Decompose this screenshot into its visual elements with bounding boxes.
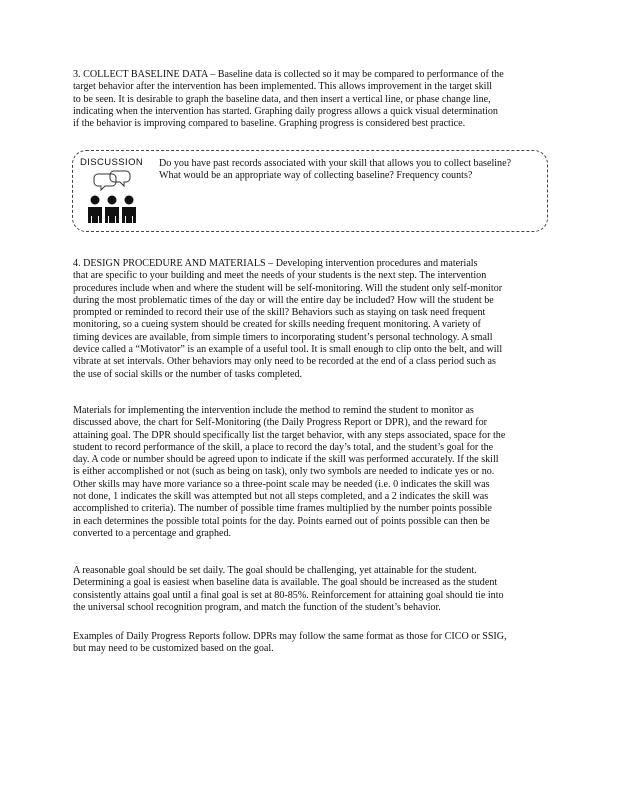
text-line: is either accomplished or not (such as being on task), only two symbols are needed to indicate yes or no.	[73, 466, 495, 478]
text-line: 4. DESIGN PROCEDURE AND MATERIALS – Developing intervention procedures and materials	[73, 258, 478, 269]
text-line: discussed above, the chart for Self-Monitoring (the Daily Progress Report or DPR), and the reward for	[73, 417, 488, 429]
text-line: that are specific to your building and meet the needs of your students is the next step. The intervention	[73, 270, 487, 282]
discussion-questions	[159, 158, 544, 183]
text-line: Other skills may have more variance so a three-point scale may be needed (i.e. 0 indicates the skill was	[73, 478, 490, 490]
section-collect-baseline-data	[73, 69, 545, 130]
discussion-group-icon	[84, 170, 140, 226]
text-line: 3. COLLECT BASELINE DATA – Baseline data is collected so it may be compared to performance of the	[73, 69, 504, 80]
text-line: target behavior after the intervention has been implemented. This allows improvement in the target skill	[73, 81, 493, 93]
text-line: timing devices are available, from simple timers to incorporating student’s personal technology. A small	[73, 331, 493, 343]
text-line: monitoring, so a cueing system should be created for skills needing frequent monitoring. A variety of	[73, 319, 481, 331]
paragraph-materials	[73, 405, 545, 540]
text-line: Examples of Daily Progress Reports follow. DPRs may follow the same format as those for CICO or SSIG,	[73, 631, 507, 642]
text-line: student to record performance of the skill, a place to record the day’s total, and the student’s goal for the	[73, 441, 494, 453]
discussion-label: DISCUSSION	[80, 157, 144, 168]
paragraph-goal	[73, 565, 545, 614]
text-line: during the most problematic times of the day or will the entire day be included? How will the student be	[73, 294, 494, 306]
section-design-procedure-and-materials	[73, 258, 545, 381]
text-line: Do you have past records associated with your skill that allows you to collect baseline?	[159, 158, 512, 169]
text-line: consistently attains goal until a final goal is set at 80-85%. Reinforcement for attaining goal should tie into	[73, 589, 504, 601]
text-line: vibrate at set intervals. Other behaviors may only need to be recorded at the end of a class period such as	[73, 356, 496, 368]
text-line: procedures include when and where the student will be self-monitoring. Will the student only self-monitor	[73, 282, 503, 294]
paragraph-examples	[73, 631, 545, 656]
text-line: converted to a percentage and graphed.	[73, 527, 232, 539]
text-line: Determining a goal is easiest when baseline data is available. The goal should be increased as the student	[73, 577, 498, 589]
text-line: day. A code or number should be agreed upon to indicate if the skill was performed accurately. If the skill	[73, 454, 499, 466]
text-line: not done, 1 indicates the skill was attempted but not all steps completed, and a 2 indicates the skill was	[73, 491, 489, 503]
text-line: attaining goal. The DPR should specifically list the target behavior, with any steps associated, space for the	[73, 429, 506, 441]
text-line: A reasonable goal should be set daily. The goal should be challenging, yet attainable for the student.	[73, 565, 477, 576]
text-line: in each determines the possible total points for the day. Points earned out of points possible can then be	[73, 515, 490, 527]
text-line: Materials for implementing the intervention include the method to remind the student to monitor as	[73, 405, 474, 416]
text-line: What would be an appropriate way of collecting baseline? Frequency counts?	[159, 170, 473, 182]
text-line: the use of social skills or the number of tasks completed.	[73, 368, 303, 380]
text-line: accomplished to criteria). The number of possible time frames multiplied by the number points possible	[73, 503, 492, 515]
text-line: indicating when the intervention has started. Graphing daily progress allows a quick visual determination	[73, 105, 498, 117]
text-line: device called a “Motivator” is an example of a useful tool. It is small enough to clip onto the belt, and will	[73, 344, 503, 356]
text-line: prompted or reminded to record their use of the skill? Behaviors such as staying on task need frequent	[73, 307, 486, 319]
text-line: the universal school recognition program, and match the function of the student’s behavior.	[73, 601, 441, 613]
text-line: if the behavior is improving compared to baseline. Graphing progress is considered best practice.	[73, 118, 466, 130]
text-line: but may need to be customized based on the goal.	[73, 643, 274, 655]
text-line: to be seen. It is desirable to graph the baseline data, and then insert a vertical line, or phase change line,	[73, 93, 491, 105]
